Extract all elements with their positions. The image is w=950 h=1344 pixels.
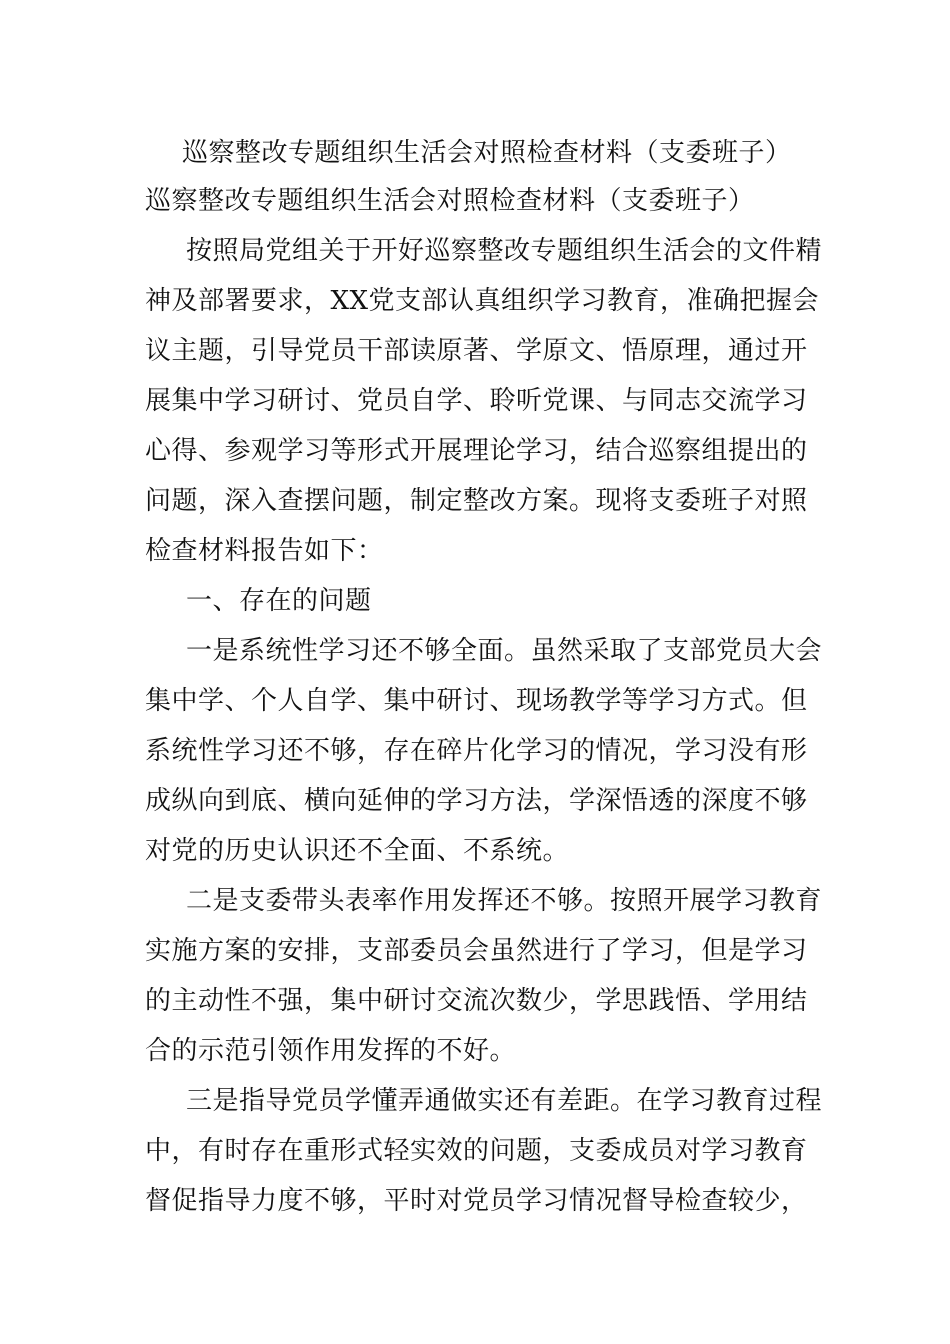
document-subtitle: 巡察整改专题组织生活会对照检查材料（支委班子） [145, 186, 755, 216]
intro-line: 展集中学习研讨、党员自学、聆听党课、与同志交流学习 [145, 386, 808, 416]
point1-line: 集中学、个人自学、集中研讨、现场教学等学习方式。但 [145, 686, 808, 716]
intro-line: 按照局党组关于开好巡察整改专题组织生活会的文件精 [186, 236, 823, 266]
point3-line: 督促指导力度不够，平时对党员学习情况督导检查较少， [145, 1186, 808, 1216]
intro-line: 神及部署要求，XX党支部认真组织学习教育，准确把握会 [145, 286, 820, 316]
point2-line: 的主动性不强，集中研讨交流次数少，学思践悟、学用结 [145, 986, 808, 1016]
point2-line: 合的示范引领作用发挥的不好。 [145, 1036, 517, 1066]
section-heading: 一、存在的问题 [186, 586, 372, 616]
intro-line: 问题，深入查摆问题，制定整改方案。现将支委班子对照 [145, 486, 808, 516]
point2-line: 二是支委带头表率作用发挥还不够。按照开展学习教育 [186, 886, 823, 916]
point3-line: 中，有时存在重形式轻实效的问题，支委成员对学习教育 [145, 1136, 808, 1166]
point1-line: 成纵向到底、横向延伸的学习方法，学深悟透的深度不够 [145, 786, 808, 816]
intro-line: 检查材料报告如下： [145, 536, 384, 566]
point1-line: 一是系统性学习还不够全面。虽然采取了支部党员大会 [186, 636, 823, 666]
intro-line: 议主题，引导党员干部读原著、学原文、悟原理，通过开 [145, 336, 808, 366]
point2-line: 实施方案的安排，支部委员会虽然进行了学习，但是学习 [145, 936, 808, 966]
document-title: 巡察整改专题组织生活会对照检查材料（支委班子） [182, 138, 792, 168]
point1-line: 系统性学习还不够，存在碎片化学习的情况，学习没有形 [145, 736, 808, 766]
intro-line: 心得、参观学习等形式开展理论学习，结合巡察组提出的 [145, 436, 808, 466]
point3-line: 三是指导党员学懂弄通做实还有差距。在学习教育过程 [186, 1086, 823, 1116]
point1-line: 对党的历史认识还不全面、不系统。 [145, 836, 570, 866]
